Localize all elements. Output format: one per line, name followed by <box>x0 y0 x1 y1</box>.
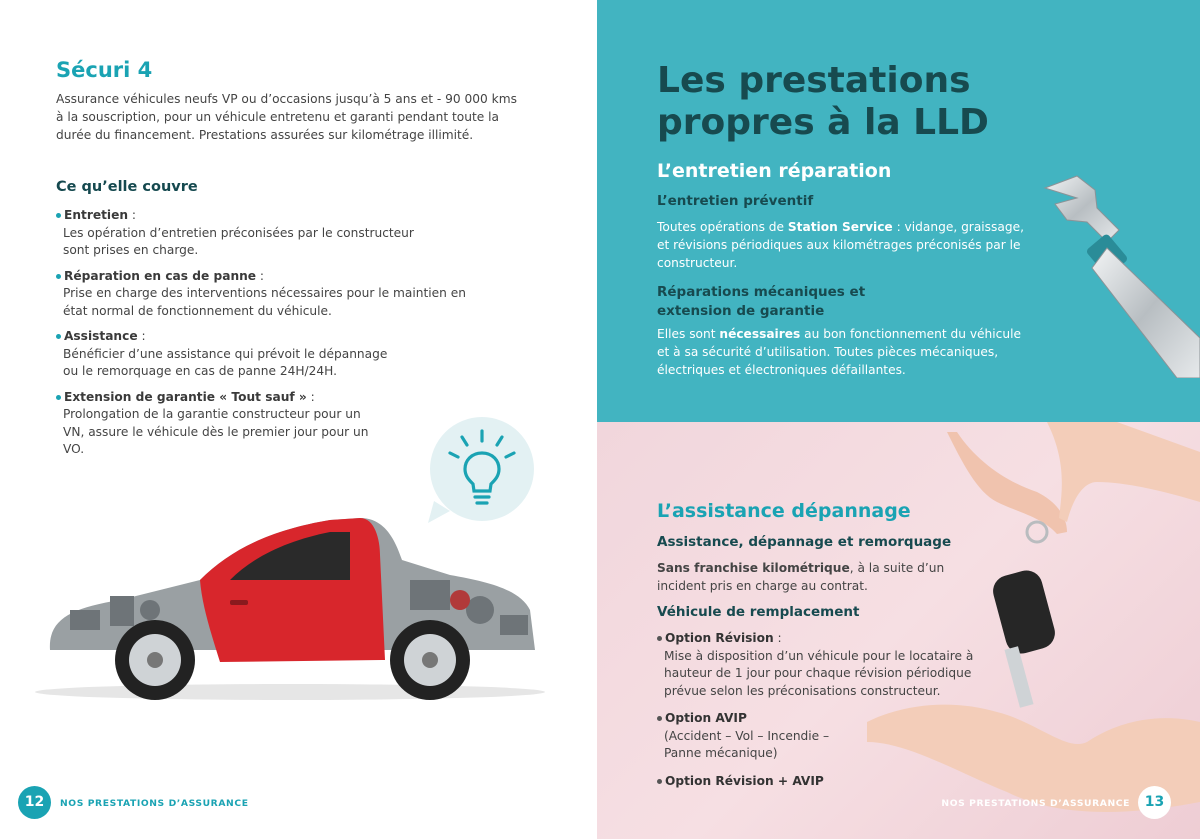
item-text: Bénéficier d’une assistance qui prévoit le dépannage ou le remorquage en cas de panne 24H/24H. <box>63 346 388 378</box>
wrench-icon <box>1037 168 1200 378</box>
list-item <box>657 773 997 791</box>
list-item: Entretien : Les opération d’entretien préconisées par le constructeur sont prises en charge. <box>56 207 536 260</box>
item-label: Réparation en cas de panne <box>64 268 257 283</box>
assistance-heading: L’assistance dépannage <box>657 500 911 522</box>
assistance-sub1: Assistance, dépannage et remorquage <box>657 534 952 550</box>
item-label: Extension de garantie « Tout sauf » <box>64 389 307 404</box>
entretien-heading: L’entretien réparation <box>657 160 892 182</box>
list-item <box>657 710 997 763</box>
option-text: Mise à disposition d’un véhicule pour le locataire à hauteur de 1 jour pour chaque révision périodique prévue selon les préconisations constructeur. <box>664 648 974 698</box>
option-text: (Accident – Vol – Incendie – Panne mécanique) <box>664 728 830 760</box>
intro-text: Assurance véhicules neufs VP ou d’occasions jusqu’à 5 ans et - 90 000 kms à la souscription, pour un véhicule entretenu et garanti pendant toute la durée du financement. Prestations assurées sur kilométrage illimité. <box>56 92 517 142</box>
option-label: Option Révision <box>665 631 774 645</box>
option-label: Option Révision + AVIP <box>665 773 824 788</box>
bullet-icon <box>56 274 61 279</box>
left-page <box>0 0 597 839</box>
list-item: Réparation en cas de panne : Prise en charge des interventions nécessaires pour le maintien en état normal de fonctionnement du véhicule. <box>56 268 536 321</box>
bullet-icon <box>657 716 662 721</box>
car-illustration <box>30 500 550 720</box>
coverage-subtitle: Ce qu’elle couvre <box>56 179 198 195</box>
bullet-icon <box>657 779 662 784</box>
assistance-sub2: Véhicule de remplacement <box>657 604 860 620</box>
list-item: Extension de garantie « Tout sauf » : Prolongation de la garantie constructeur pour un VN, assure le véhicule dès le premier jour pour un VO. <box>56 389 536 459</box>
page-number: 12 <box>18 786 51 819</box>
page-number: 13 <box>1138 786 1171 819</box>
assistance-p1: Sans franchise kilométrique, à la suite d’un incident pris en charge au contrat. <box>657 561 945 593</box>
footer-text: NOS PRESTATIONS D’ASSURANCE <box>941 798 1130 809</box>
entretien-p1: Toutes opérations de Station Service : vidange, graissage, et révisions périodiques aux kilométrages préconisés par le constructeur. <box>657 220 1024 270</box>
entretien-sub2: Réparations mécaniques et extension de garantie <box>657 284 866 319</box>
bullet-icon <box>56 395 61 400</box>
item-text: Prolongation de la garantie constructeur pour un VN, assure le véhicule dès le premier jour pour un VO. <box>63 407 369 456</box>
bullet-icon <box>657 636 662 641</box>
footer-text: NOS PRESTATIONS D’ASSURANCE <box>60 798 249 809</box>
item-label: Assistance <box>64 329 138 343</box>
entretien-p2: Elles sont nécessaires au bon fonctionnement du véhicule et à sa sécurité d’utilisation. Toutes pièces mécaniques, électriques et électroniques défaillantes. <box>657 327 1021 377</box>
right-page <box>597 0 1200 839</box>
item-label: Entretien <box>64 208 129 222</box>
entretien-sub1: L’entretien préventif <box>657 193 814 209</box>
options-list <box>657 630 997 800</box>
list-item: Assistance : Bénéficier d’une assistance qui prévoit le dépannage ou le remorquage en cas de panne 24H/24H. <box>56 328 536 381</box>
list-item: Option Révision : Mise à disposition d’un véhicule pour le locataire à hauteur de 1 jour pour chaque révision périodique prévue selon les préconisations constructeur. <box>657 630 997 700</box>
item-text: Les opération d’entretien préconisées par le constructeur sont prises en charge. <box>63 225 414 257</box>
section-title: Sécuri 4 <box>56 58 153 82</box>
option-label: Option AVIP <box>665 711 747 725</box>
item-text: Prise en charge des interventions nécessaires pour le maintien en état normal de fonctionnement du véhicule. <box>63 286 466 318</box>
bullet-icon <box>56 334 61 339</box>
page-title: Les prestations propres à la LLD <box>657 60 989 143</box>
bullet-icon <box>56 213 61 218</box>
